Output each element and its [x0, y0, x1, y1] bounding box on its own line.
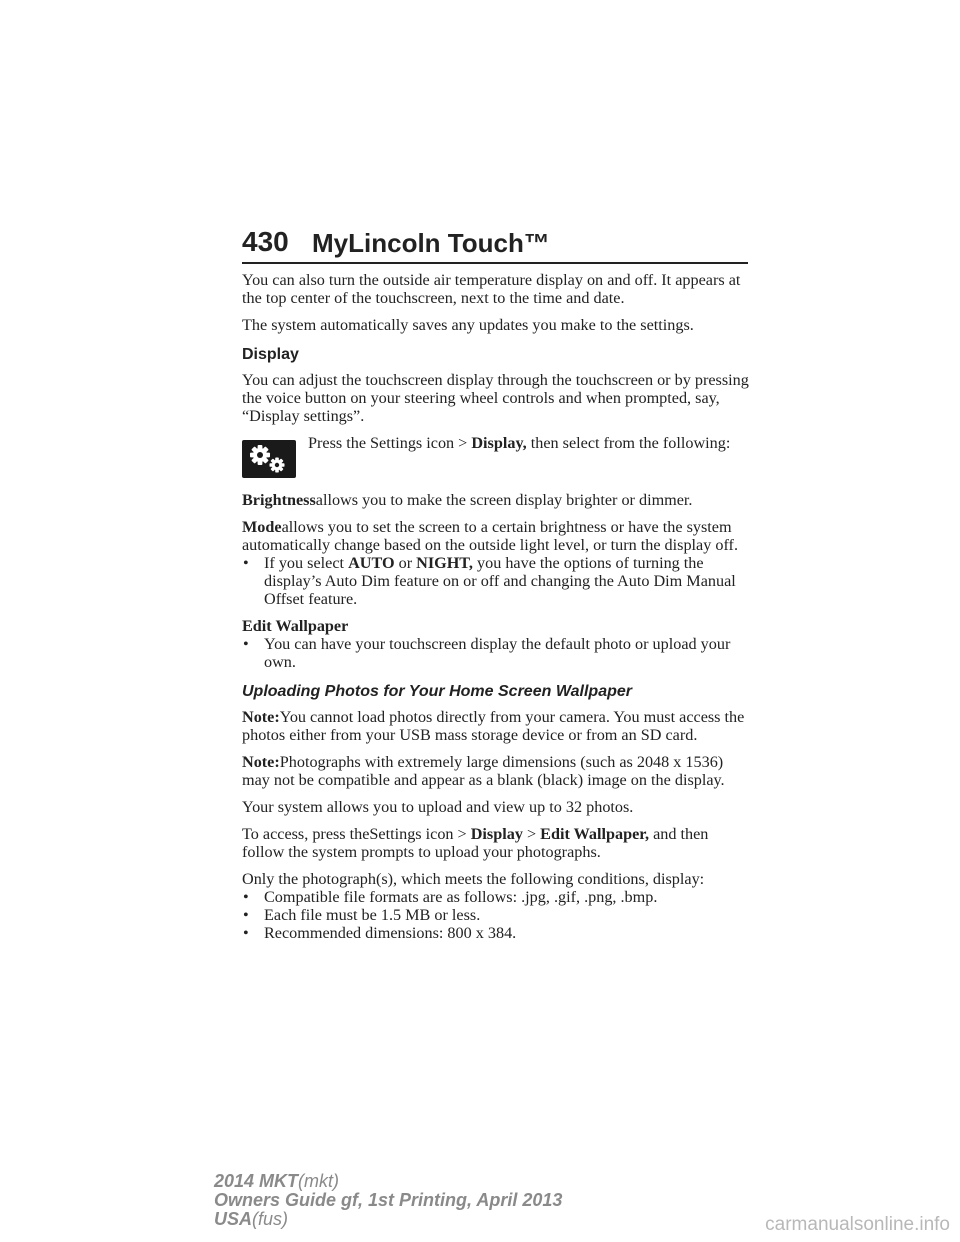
mode-bullet-text-2: or [398, 554, 413, 572]
footer-line-model [214, 1172, 562, 1191]
footer-model: 2014 MKT [214, 1171, 299, 1191]
bullet-dot: • [243, 906, 249, 924]
mode-bullet-auto: AUTO [348, 554, 395, 572]
footer-model-code: (mkt) [298, 1171, 340, 1191]
mode-bullet-text-3: you have the options of turning the display’s Auto Dim feature on or off and changing the Auto Dim Manual Offset feature. [264, 554, 736, 608]
footer-line-region [214, 1210, 562, 1229]
access-text-1: To access, press theSettings icon > [242, 825, 467, 843]
access-text-3: and then follow the system prompts to upload your photographs. [242, 825, 709, 861]
instruction-text-after: then select from the following: [530, 434, 731, 452]
page-body [242, 271, 752, 942]
gear-icon [242, 440, 296, 478]
note-label: Note: [242, 753, 280, 771]
list-item-condition [242, 924, 752, 942]
edit-wallpaper-text: You can have your touchscreen display the default photo or upload your own. [264, 635, 731, 671]
note-dimensions [242, 753, 752, 789]
mode-description: allows you to set the screen to a certain brightness or have the system automatically change based on the outside light level, or turn the display off. [242, 518, 738, 554]
brightness-description: allows you to make the screen display brighter or dimmer. [315, 491, 693, 509]
note-dimensions-text: Photographs with extremely large dimensions (such as 2048 x 1536) may not be compatible and appear as a blank (black) image on the display. [242, 753, 725, 789]
note-label: Note: [242, 708, 280, 726]
term-mode: Mode [242, 518, 282, 536]
paragraph-access-instructions [242, 825, 752, 861]
page-number: 430 [242, 226, 289, 257]
condition-file-formats: Compatible file formats are as follows: .jpg, .gif, .png, .bmp. [264, 888, 658, 906]
paragraph-brightness [242, 491, 752, 509]
paragraph-photo-limit: Your system allows you to upload and view up to 32 photos. [242, 798, 634, 816]
paragraph-auto-save: The system automatically saves any updates you make to the settings. [242, 316, 694, 334]
paragraph-air-temperature: You can also turn the outside air temperature display on and off. It appears at the top center of the touchscreen, next to the time and date. [242, 271, 741, 307]
print-footer [214, 1172, 562, 1229]
paragraph-display-adjust: You can adjust the touchscreen display through the touchscreen or by pressing the voice button on your steering wheel controls and when prompted, say, “Display settings”. [242, 371, 749, 425]
label-edit-wallpaper: Edit Wallpaper [242, 617, 349, 635]
page-header [242, 222, 748, 264]
section-title: MyLincoln Touch™ [312, 228, 550, 258]
instruction-text-before: Press the Settings icon > [308, 434, 468, 452]
condition-file-size: Each file must be 1.5 MB or less. [264, 906, 481, 924]
mode-bullet-text-1: If you select [264, 554, 345, 572]
footer-region-code: (fus) [252, 1209, 289, 1229]
bullet-dot: • [243, 554, 249, 572]
watermark: carmanualsonline.info [765, 1214, 950, 1235]
access-separator: > [526, 825, 537, 843]
term-brightness: Brightness [242, 491, 316, 509]
access-display-bold: Display [470, 825, 523, 843]
list-item-edit-wallpaper [242, 635, 752, 671]
note-camera-text: You cannot load photos directly from your camera. You must access the photos either from your USB mass storage device or from an SD card. [242, 708, 745, 744]
access-edit-wallpaper-bold: Edit Wallpaper, [540, 825, 650, 843]
bullet-dot: • [243, 924, 249, 942]
settings-instruction-text [308, 434, 738, 452]
bullet-dot: • [243, 888, 249, 906]
list-item-mode-option [242, 554, 752, 608]
heading-display: Display [242, 346, 299, 363]
footer-line-guide: Owners Guide gf, 1st Printing, April 2013 [214, 1190, 563, 1210]
instruction-display-bold: Display, [471, 434, 527, 452]
settings-instruction-row [242, 434, 752, 482]
paragraph-conditions-intro: Only the photograph(s), which meets the following conditions, display: [242, 870, 705, 888]
note-camera [242, 708, 752, 744]
list-item-condition [242, 888, 752, 906]
settings-gear-icon [242, 440, 296, 478]
paragraph-mode [242, 518, 752, 554]
footer-region: USA [214, 1209, 253, 1229]
list-item-condition [242, 906, 752, 924]
bullet-dot: • [243, 635, 249, 653]
condition-dimensions: Recommended dimensions: 800 x 384. [264, 924, 517, 942]
mode-bullet-night: NIGHT, [416, 554, 473, 572]
heading-uploading-photos: Uploading Photos for Your Home Screen Wallpaper [242, 683, 632, 700]
